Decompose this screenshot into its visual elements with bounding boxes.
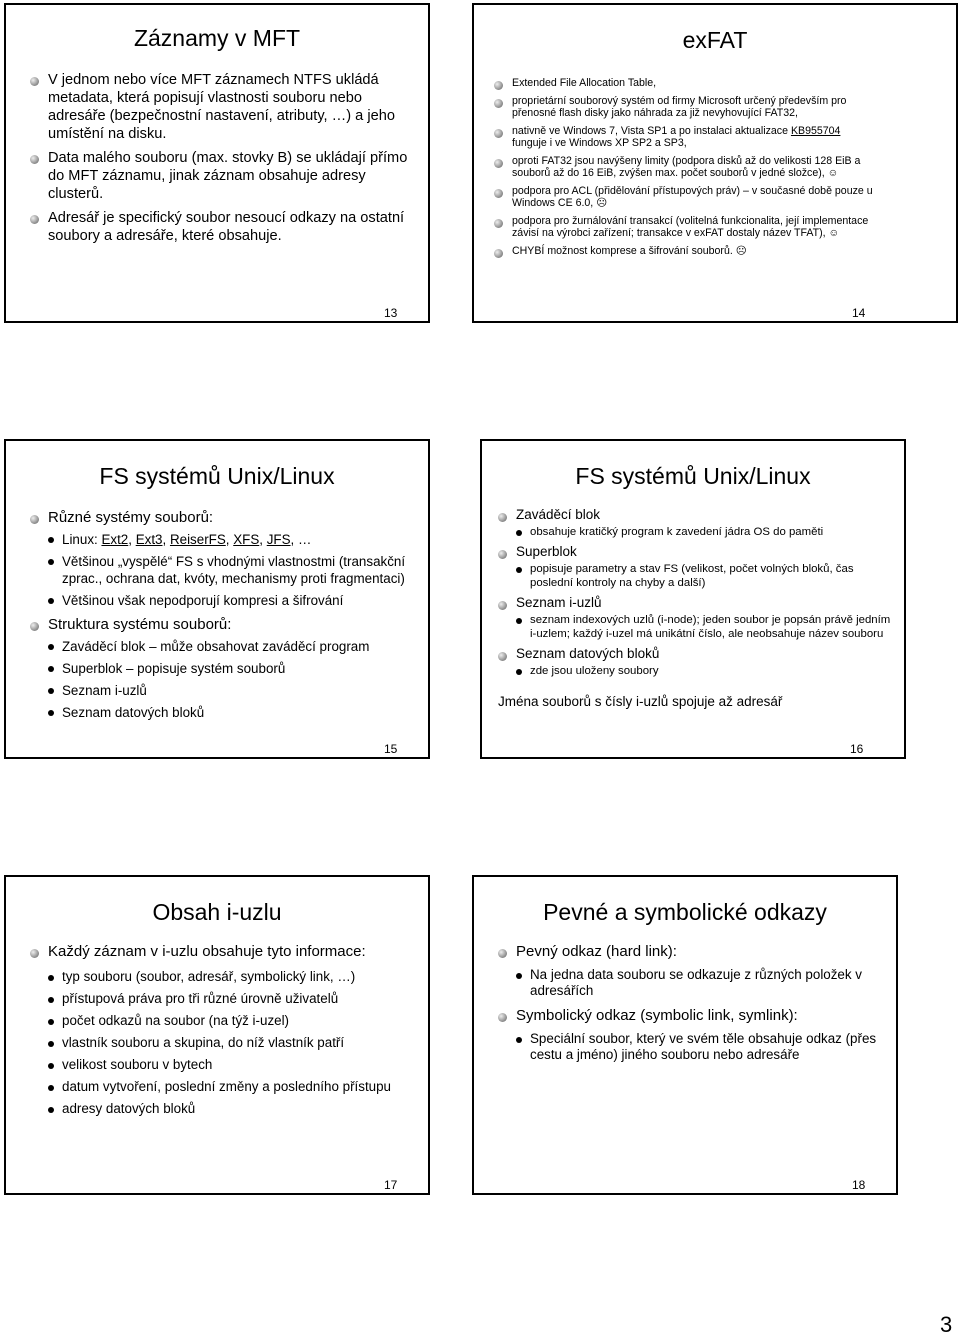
slide-number: 13 xyxy=(384,306,398,320)
slide-16 xyxy=(480,439,906,759)
jfs-link[interactable]: JFS xyxy=(266,532,291,547)
slide-14 xyxy=(472,3,958,323)
slide-title: Záznamy v MFT xyxy=(133,25,301,51)
ext3-link[interactable]: Ext3 xyxy=(135,532,163,547)
slide-content xyxy=(498,943,890,1068)
slide-15 xyxy=(4,439,430,759)
sub-bullet: Seznam datových bloků xyxy=(48,704,420,721)
sub-bullet: typ souboru (soubor, adresář, symbolický link, …) xyxy=(48,969,422,985)
bullet: podpora pro ACL (přidělování přístupových práv) – v současné době pouze u Windows CE 6.0, ☹ xyxy=(494,185,876,210)
slide-number: 15 xyxy=(384,742,398,756)
sub-bullet: Většinou „vyspělé“ FS s vhodnými vlastnostmi (transakční zprac., ochrana dat, kvóty, mechanismy proti fragmentaci) xyxy=(48,553,420,587)
slide-number: 18 xyxy=(852,1178,866,1192)
slide-content xyxy=(30,943,422,1123)
sub-bullet: přístupová práva pro tři různé úrovně uživatelů xyxy=(48,991,422,1007)
slide-title: Pevné a symbolické odkazy xyxy=(543,899,827,925)
sub-bullet: počet odkazů na soubor (na týž i-uzel) xyxy=(48,1013,422,1029)
footer-note: Jména souborů s čísly i-uzlů spojuje až adresář xyxy=(498,694,783,709)
reiserfs-link[interactable]: ReiserFS xyxy=(169,532,226,547)
bullet: proprietární souborový systém od firmy Microsoft určený především pro přenosné flash disky jako náhrada za již nevyhovující FAT32, xyxy=(494,95,876,120)
slide-number: 16 xyxy=(850,742,864,756)
slide-17 xyxy=(4,875,430,1195)
bullet: Extended File Allocation Table, xyxy=(494,77,876,90)
item-heading: Zaváděcí blok xyxy=(498,507,894,522)
xfs-link[interactable]: XFS xyxy=(233,532,260,547)
item-heading: Seznam datových bloků xyxy=(498,646,894,661)
item-detail: Speciální soubor, který ve svém těle obsahuje odkaz (přes cestu a jméno) jiného souboru nebo adresáře xyxy=(516,1031,890,1063)
item-heading: Pevný odkaz (hard link): xyxy=(498,943,890,961)
kb-suffix: funguje i ve Windows XP SP2 a SP3, xyxy=(512,137,687,149)
slide-18 xyxy=(472,875,898,1195)
slide-title: Obsah i-uzlu xyxy=(152,899,282,925)
slide-content xyxy=(494,77,876,262)
slide-13 xyxy=(4,3,430,323)
bullet: CHYBÍ možnost komprese a šifrování souborů. ☹ xyxy=(494,245,876,258)
bullet: Adresář je specifický soubor nesoucí odkazy na ostatní soubory a adresáře, které obsahuje. xyxy=(30,209,418,245)
sub-bullet: Většinou však nepodporují kompresi a šifrování xyxy=(48,592,420,609)
bullet: V jednom nebo více MFT záznamech NTFS ukládá metadata, která popisují vlastnosti souboru nebo adresáře (bezpečnostní nastavení, atributy, …) a jeho umístění na disku. xyxy=(30,71,418,143)
item-detail: obsahuje kratičký program k zavedení jádra OS do paměti xyxy=(516,525,894,539)
section-heading: Různé systémy souborů: xyxy=(30,509,420,526)
ext2-link[interactable]: Ext2 xyxy=(101,532,129,547)
page-number: 3 xyxy=(940,1312,953,1337)
sub-bullet: Seznam i-uzlů xyxy=(48,682,420,699)
slide-title: FS systémů Unix/Linux xyxy=(99,463,335,489)
bullet-text: nativně ve Windows 7, Vista SP1 a po instalaci aktualizace xyxy=(512,124,788,137)
section-heading: Každý záznam v i-uzlu obsahuje tyto informace: xyxy=(30,943,422,961)
item-heading: Symbolický odkaz (symbolic link, symlink): xyxy=(498,1007,890,1025)
slide-content xyxy=(30,71,418,251)
kb-link[interactable]: KB955704 xyxy=(790,124,841,137)
sub-bullet: Superblok – popisuje systém souborů xyxy=(48,660,420,677)
slide-title: exFAT xyxy=(682,27,748,53)
bullet xyxy=(494,125,876,150)
slide-content xyxy=(30,509,420,726)
slide-number: 17 xyxy=(384,1178,398,1192)
slide-title: FS systémů Unix/Linux xyxy=(575,463,811,489)
item-detail: zde jsou uloženy soubory xyxy=(516,664,894,678)
item-detail: seznam indexových uzlů (i-node); jeden soubor je popsán právě jedním i-uzlem; každý i-uzel má unikátní číslo, ale neobsahuje název souboru xyxy=(516,613,894,641)
slide-number: 14 xyxy=(852,306,866,320)
section-heading: Struktura systému souborů: xyxy=(30,616,420,633)
linux-prefix: Linux: xyxy=(62,532,102,547)
sub-bullet: velikost souboru v bytech xyxy=(48,1057,422,1073)
sub-bullet: datum vytvoření, poslední změny a posledního přístupu xyxy=(48,1079,422,1095)
item-heading: Seznam i-uzlů xyxy=(498,595,894,610)
item-detail: Na jedna data souboru se odkazuje z různých položek v adresářích xyxy=(516,967,890,999)
bullet: Data malého souboru (max. stovky B) se ukládají přímo do MFT záznamu, jinak záznam obsahuje adresy clusterů. xyxy=(30,149,418,203)
item-heading: Superblok xyxy=(498,544,894,559)
item-detail: popisuje parametry a stav FS (velikost, počet volných bloků, čas poslední kontroly na chyby a další) xyxy=(516,562,894,590)
slide-content xyxy=(498,507,894,709)
sub-bullet: Zaváděcí blok – může obsahovat zaváděcí program xyxy=(48,638,420,655)
bullet: podpora pro žurnálování transakcí (volitelná funkcionalita, její implementace závisí na výrobci zařízení; transakce v exFAT dostaly název TFAT), ☺ xyxy=(494,215,876,240)
linux-suffix: , … xyxy=(290,532,312,547)
sub-bullet: vlastník souboru a skupina, do níž vlastník patří xyxy=(48,1035,422,1051)
sub-bullet: adresy datových bloků xyxy=(48,1101,422,1117)
linux-fs-item: Linux: Ext2, Ext3, ReiserFS, XFS, JFS, … xyxy=(48,531,420,548)
bullet: oproti FAT32 jsou navýšeny limity (podpora disků až do velikosti 128 EiB a souborů až do 16 EiB, zvýšen max. počet souborů v jedné složce), ☺ xyxy=(494,155,876,180)
